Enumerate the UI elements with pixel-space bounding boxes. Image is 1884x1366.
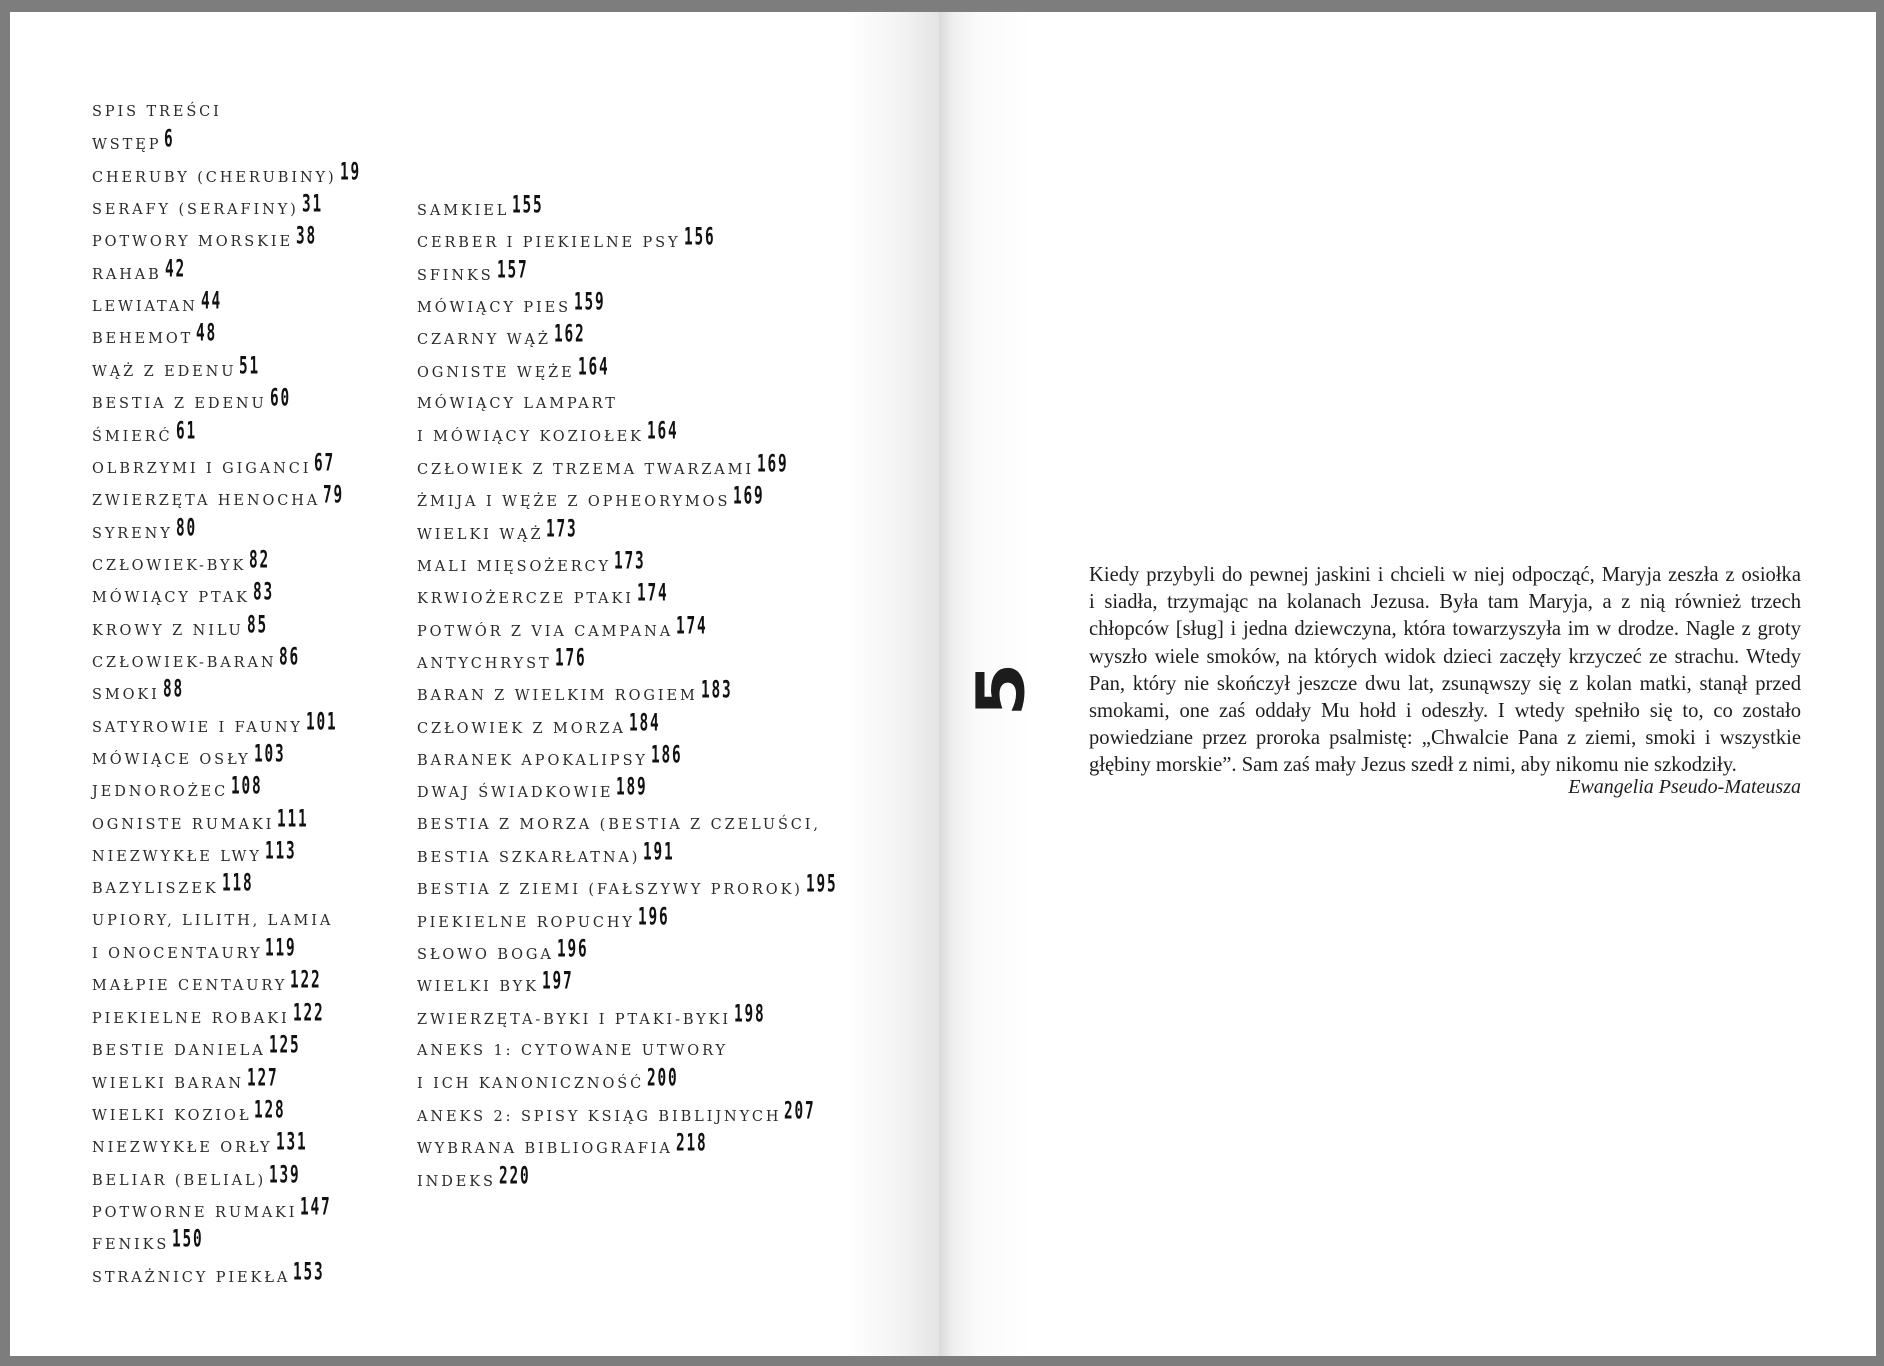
toc-entry <box>417 190 547 221</box>
toc-entry <box>92 609 270 641</box>
toc-entry-title: BESTIA SZKARŁATNA) <box>417 850 641 866</box>
toc-entry <box>92 221 319 252</box>
toc-entry <box>417 287 609 318</box>
toc-entry <box>417 254 531 286</box>
toc-entry-title: POTWORNE RUMAKI <box>92 1204 298 1221</box>
toc-entry-page: 101 <box>305 706 338 736</box>
toc-entry-title: RAHAB <box>92 266 162 283</box>
toc-entry <box>92 480 346 511</box>
toc-entry-page: 42 <box>164 253 186 283</box>
toc-entry-page: 6 <box>164 124 175 153</box>
toc-entry <box>417 642 589 674</box>
toc-entry-title: OGNISTE RUMAKI <box>92 816 275 833</box>
toc-entry <box>92 124 176 155</box>
toc-entry-page: 31 <box>301 189 323 218</box>
left-page <box>10 12 939 1356</box>
toc-entry-page: 111 <box>277 803 309 833</box>
toc-entry-page: 159 <box>573 287 606 316</box>
toc-entry <box>417 351 613 383</box>
toc-entry <box>92 318 219 349</box>
toc-entry-title: CZŁOWIEK-BYK <box>92 557 247 574</box>
toc-entry-title: SERAFY (SERAFINY) <box>92 202 299 219</box>
toc-entry <box>417 934 592 965</box>
toc-entry-title: POTWORY MORSKIE <box>92 234 293 251</box>
book-spread <box>10 12 1876 1356</box>
toc-entry-title: CZŁOWIEK-BARAN <box>92 654 277 671</box>
toc-entry-title: BAZYLISZEK <box>92 881 219 898</box>
toc-entry <box>92 1256 328 1288</box>
toc-entry <box>92 997 328 1029</box>
toc-entry-page: 169 <box>733 481 765 510</box>
toc-entry-page: 147 <box>300 1191 332 1221</box>
toc-entry-title: ANEKS 2: SPISY KSIĄG BIBLIJNYCH <box>417 1108 782 1125</box>
toc-entry-page: 150 <box>172 1224 204 1253</box>
toc-entry-page: 191 <box>643 837 675 866</box>
toc-entry <box>92 577 276 608</box>
toc-entry <box>417 545 649 577</box>
toc-entry <box>92 350 263 382</box>
toc-entry-title: CZŁOWIEK Z TRZEMA TWARZAMI <box>417 461 755 478</box>
toc-entry-title: MAŁPIE CENTAURY <box>92 978 288 995</box>
toc-entry-page: 122 <box>292 997 325 1027</box>
toc-entry-page: 174 <box>636 578 669 607</box>
toc-entry <box>92 933 300 964</box>
toc-entry <box>417 448 792 480</box>
toc-entry <box>417 772 651 803</box>
toc-entry-page: 19 <box>339 156 361 186</box>
toc-entry-page: 196 <box>637 901 670 931</box>
toc-entry-page: 122 <box>290 965 322 994</box>
toc-entry <box>417 319 589 350</box>
toc-entry-title: I ICH KANONICZNOŚĆ <box>417 1076 645 1093</box>
toc-entry-title: ZWIERZĘTA HENOCHA <box>92 493 321 510</box>
toc-entry-page: 79 <box>323 480 345 509</box>
toc-entry-title: OGNISTE WĘŻE <box>417 364 575 381</box>
toc-entry-title: WIELKI BYK <box>417 979 539 996</box>
svg-text:5: 5 <box>962 662 1040 717</box>
toc-entry-page: 118 <box>221 868 253 897</box>
toc-entry <box>92 706 341 738</box>
toc-entry-page: 153 <box>293 1256 325 1286</box>
toc-entry-page: 67 <box>314 447 336 477</box>
toc-entry-page: 186 <box>650 739 683 769</box>
toc-entry <box>92 868 256 899</box>
toc-entry-title: WIELKI KOZIOŁ <box>92 1107 252 1124</box>
toc-entry <box>417 610 711 642</box>
toc-entry-title: NIEZWYKŁE LWY <box>92 849 262 866</box>
toc-entry <box>92 383 293 414</box>
toc-entry <box>417 815 821 835</box>
toc-entry <box>417 739 686 771</box>
toc-entry <box>417 966 577 997</box>
toc-entry <box>92 415 199 447</box>
toc-entry <box>417 901 673 933</box>
toc-entry <box>92 739 288 770</box>
toc-entry-title: BESTIA Z EDENU <box>92 396 267 413</box>
toc-entry <box>417 1041 728 1061</box>
toc-entry-page: 131 <box>275 1127 307 1156</box>
toc-entry-title: CHERUBY (CHERUBINY) <box>92 169 337 186</box>
toc-entry-page: 218 <box>675 1128 708 1157</box>
toc-entry <box>417 998 769 1030</box>
toc-entry-title: SPIS TREŚCI <box>92 104 222 120</box>
toc-entry-title: ANTYCHRYST <box>417 655 552 672</box>
toc-entry-page: 189 <box>616 772 648 801</box>
toc-entry <box>92 189 325 220</box>
toc-entry-title: SAMKIEL <box>417 203 510 219</box>
toc-entry-page: 183 <box>700 675 733 704</box>
toc-entry <box>417 513 581 545</box>
toc-entry-title: MÓWIĄCY LAMPART <box>417 396 618 413</box>
toc-entry <box>92 1224 207 1255</box>
toc-entry-page: 155 <box>512 190 544 219</box>
toc-entry <box>417 869 841 900</box>
toc-entry-page: 198 <box>734 998 766 1028</box>
toc-entry-title: JEDNOROŻEC <box>92 784 229 801</box>
toc-entry-title: BELIAR (BELIAL) <box>92 1172 267 1189</box>
toc-entry-page: 196 <box>556 934 589 963</box>
toc-entry-title: WIELKI WĄŻ <box>417 526 544 543</box>
toc-entry-page: 197 <box>541 966 574 995</box>
toc-entry-title: SŁOWO BOGA <box>417 947 554 964</box>
toc-entry-page: 139 <box>269 1159 301 1189</box>
toc-entry <box>92 836 300 867</box>
toc-entry <box>92 674 186 705</box>
toc-entry <box>92 544 273 576</box>
toc-entry <box>92 156 363 188</box>
toc-entry-page: 164 <box>577 351 610 381</box>
toc-entry-page: 44 <box>200 286 222 315</box>
quote-line: głębiny morskie”. Sam zaś mały Jezus szedł z nimi, aby nikomu nie szkodziły. <box>1089 754 1737 777</box>
toc-entry <box>92 512 199 544</box>
toc-entry-page: 88 <box>162 674 184 703</box>
toc-entry <box>92 1191 335 1223</box>
toc-entry-title: BESTIA Z ZIEMI (FAŁSZYWY PROROK) <box>417 882 803 899</box>
toc-entry-page: 184 <box>628 707 661 737</box>
toc-entry-page: 61 <box>175 415 197 444</box>
toc-entry-page: 220 <box>498 1160 531 1189</box>
toc-entry-title: KRWIOŻERCZE PTAKI <box>417 591 634 608</box>
toc-entry-title: CZŁOWIEK Z MORZA <box>417 720 626 737</box>
toc-entry-title: I ONOCENTAURY <box>92 946 263 963</box>
toc-entry-page: 127 <box>247 1062 279 1091</box>
quote-line: i siadła, trzymając na kolanach Jezusa. Była tam Maryja, a z nią również trzech <box>1089 591 1801 614</box>
toc-entry-title: BARAN Z WIELKIM ROGIEM <box>417 688 698 705</box>
toc-entry <box>92 1159 304 1191</box>
toc-entry-page: 82 <box>249 544 271 574</box>
toc-entry-page: 85 <box>246 609 268 639</box>
toc-entry-title: CZARNY WĄŻ <box>417 332 551 349</box>
toc-entry-page: 207 <box>784 1095 816 1125</box>
quote-line: chłopców [sług] i jedna dziewczyna, która towarzyszyła im w drodze. Nagle z groty <box>1089 618 1801 641</box>
toc-entry-page: 83 <box>252 577 274 606</box>
toc-entry-title: ANEKS 1: CYTOWANE UTWORY <box>417 1043 728 1060</box>
toc-entry-title: WSTĘP <box>92 137 162 154</box>
toc-entry <box>92 803 312 835</box>
epigraph-quote <box>1089 562 1801 780</box>
toc-entry-title: CERBER I PIEKIELNE PSY <box>417 235 681 252</box>
toc-entry-page: 103 <box>253 739 285 768</box>
toc-entry-page: 113 <box>264 836 297 865</box>
toc-entry-page: 128 <box>254 1094 286 1124</box>
toc-entry-title: POTWÓR Z VIA CAMPANA <box>417 623 674 640</box>
toc-entry-title: BESTIA Z MORZA (BESTIA Z CZELUŚCI, <box>417 816 821 833</box>
quote-line: wyszło wiele smoków, na których widok dzieci zaczęły krzyczeć ze strachu. Wtedy <box>1089 645 1801 668</box>
toc-entry-page: 169 <box>757 448 789 478</box>
toc-entry <box>417 481 768 512</box>
toc-entry-title: FENIKS <box>92 1237 170 1254</box>
toc-entry <box>92 253 188 285</box>
toc-entry <box>417 1095 819 1127</box>
toc-entry <box>92 641 303 673</box>
toc-entry-title: BEHEMOT <box>92 331 194 348</box>
toc-entry-title: DWAJ ŚWIADKOWIE <box>417 785 614 802</box>
toc-entry-title: I MÓWIĄCY KOZIOŁEK <box>417 429 644 446</box>
right-page <box>939 12 1876 1356</box>
toc-entry-title: KROWY Z NILU <box>92 622 244 639</box>
toc-entry-page: 157 <box>496 254 528 284</box>
toc-entry-page: 164 <box>646 416 679 445</box>
toc-entry-title: BARANEK APOKALIPSY <box>417 752 648 769</box>
chapter-number <box>925 662 1040 717</box>
toc-entry-page: 80 <box>175 512 197 542</box>
toc-entry <box>417 416 682 447</box>
toc-entry <box>92 771 266 802</box>
toc-entry-page: 48 <box>196 318 218 347</box>
toc-entry <box>92 965 325 996</box>
toc-entry-page: 173 <box>546 513 578 542</box>
toc-entry-title: NIEZWYKŁE ORŁY <box>92 1140 273 1157</box>
toc-entry-title: SATYROWIE I FAUNY <box>92 719 303 736</box>
toc-entry <box>92 1062 282 1094</box>
toc-entry <box>92 1094 289 1126</box>
toc-entry-title: MÓWIĄCE OSŁY <box>92 752 251 768</box>
toc-entry-page: 174 <box>676 610 708 640</box>
toc-entry-title: SFINKS <box>417 267 494 284</box>
toc-entry <box>92 1127 310 1158</box>
toc-entry <box>417 707 664 739</box>
toc-entry-title: SMOKI <box>92 687 160 704</box>
toc-entry <box>417 1063 682 1094</box>
toc-entry-title: PIEKIELNE ROPUCHY <box>417 914 635 931</box>
quote-line: powiedziane przez proroka psalmistę: „Chwalcie Pana z ziemi, smoki i wszystkie <box>1089 727 1801 750</box>
toc-entry-title: SYRENY <box>92 525 173 542</box>
toc-entry-page: 200 <box>647 1063 679 1092</box>
toc-entry-title: WĄŻ Z EDENU <box>92 363 237 380</box>
toc-entry-page: 176 <box>554 642 586 672</box>
toc-entry-page: 119 <box>265 933 297 962</box>
toc-entry <box>92 1030 303 1061</box>
toc-entry-page: 125 <box>268 1030 300 1059</box>
toc-entry-title: ZWIERZĘTA-BYKI I PTAKI-BYKI <box>417 1011 731 1028</box>
quote-line: Kiedy przybyli do pewnej jaskini i chcieli w niej odpocząć, Maryja zeszła z osiołka <box>1089 564 1801 586</box>
toc-entry-page: 108 <box>231 771 263 800</box>
toc-entry <box>417 675 736 706</box>
toc-entry-title: ŚMIERĆ <box>92 428 173 445</box>
toc-entry-title: MÓWIĄCY PIES <box>417 300 571 317</box>
toc-entry-page: 51 <box>239 350 261 380</box>
toc-entry <box>92 447 338 479</box>
epigraph-source: Ewangelia Pseudo-Mateusza <box>1568 776 1801 798</box>
toc-entry-title: PIEKIELNE ROBAKI <box>92 1010 290 1027</box>
toc-entry-page: 173 <box>614 545 646 575</box>
toc-entry-title: BESTIE DANIELA <box>92 1043 266 1060</box>
toc-entry-page: 86 <box>279 641 301 671</box>
toc-entry-title: MALI MIĘSOŻERCY <box>417 558 612 575</box>
toc-entry-title: WYBRANA BIBLIOGRAFIA <box>417 1141 673 1158</box>
toc-entry-page: 38 <box>296 221 317 250</box>
toc-entry <box>417 222 718 253</box>
toc-entry-page: 60 <box>269 383 291 412</box>
toc-entry <box>417 837 678 868</box>
toc-entry <box>417 578 672 609</box>
toc-entry-title: INDEKS <box>417 1173 496 1190</box>
quote-line: Pan, który nie skończył jeszcze dwu lat, zsunąwszy się z kolan matki, stanął przed <box>1089 672 1801 695</box>
toc-entry-page: 162 <box>553 319 586 348</box>
toc-entry-page: 195 <box>805 869 838 898</box>
toc-entry-title: WIELKI BARAN <box>92 1075 245 1092</box>
toc-entry <box>417 1160 534 1192</box>
toc-entry-title: ŻMIJA I WĘŻE Z OPHEORYMOS <box>417 494 731 511</box>
toc-entry-title: OLBRZYMI I GIGANCI <box>92 460 312 477</box>
toc-entry-title: LEWIATAN <box>92 299 198 316</box>
toc-entry <box>417 394 618 414</box>
toc-entry <box>92 286 224 317</box>
toc-entry <box>92 911 333 931</box>
toc-entry-title: UPIORY, LILITH, LAMIA <box>92 912 334 929</box>
toc-entry <box>92 102 222 122</box>
toc-entry-title: MÓWIĄCY PTAK <box>92 590 250 607</box>
toc-entry-title: STRAŻNICY PIEKŁA <box>92 1269 291 1286</box>
toc-entry-page: 156 <box>683 222 715 251</box>
quote-line: smokami, one zaś oddały Mu hołd i odeszły. I wtedy spełniło się to, co zostało <box>1089 700 1801 723</box>
toc-entry <box>417 1128 711 1159</box>
